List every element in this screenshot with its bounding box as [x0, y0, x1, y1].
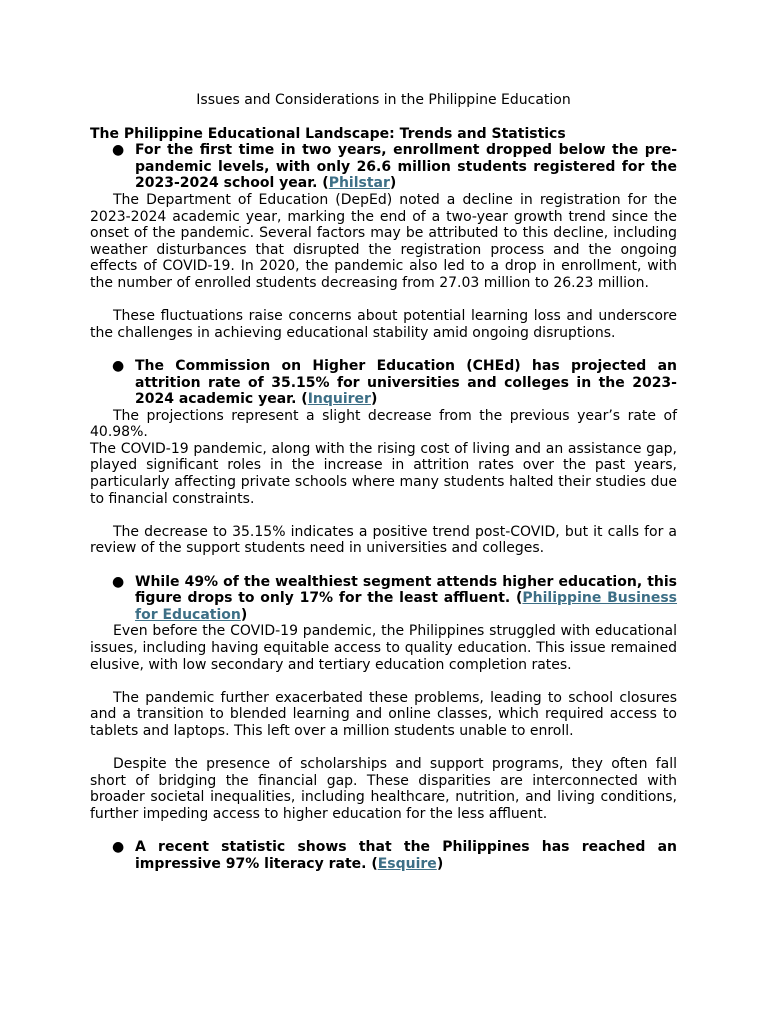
- body-paragraph: The pandemic further exacerbated these problems, leading to school closures and a transition to blended learning and online classes, which required access to tablets and laptops. This left over a million students unable to enroll.: [90, 689, 677, 739]
- body-paragraph: The Department of Education (DepEd) noted a decline in registration for the 2023-2024 academic year, marking the end of a two-year growth trend since the onset of the pandemic. Several factors may be attributed to this decline, including weather disturbances that disrupted the registration process and the ongoing effects of COVID-19. In 2020, the pandemic also led to a drop in enrollment, with the number of enrolled students decreasing from 27.03 million to 26.23 million.: [90, 191, 677, 291]
- body-paragraph: The decrease to 35.15% indicates a positive trend post-COVID, but it calls for a review of the support students need in universities and colleges.: [90, 523, 677, 557]
- bullet-text: While 49% of the wealthiest segment attends higher education, this figure drops to only 17% for the least affluent. (: [135, 573, 677, 607]
- source-link-pbed[interactable]: Philippine Business for Education: [135, 590, 678, 623]
- spacer: [90, 292, 677, 309]
- document-body: [90, 92, 677, 872]
- spacer: [90, 507, 677, 524]
- bullet-close: ): [436, 855, 444, 872]
- bullet-dot-icon: ●: [112, 142, 125, 159]
- bullet-close: ): [240, 606, 248, 623]
- source-link-philstar[interactable]: Philstar: [328, 175, 390, 192]
- source-link-esquire[interactable]: Esquire: [377, 855, 437, 872]
- body-paragraph: These fluctuations raise concerns about potential learning loss and underscore the challenges in achieving educational stability amid ongoing disruptions.: [90, 308, 677, 341]
- spacer: [90, 341, 677, 358]
- spacer: [90, 823, 677, 840]
- bullet-text: For the first time in two years, enrollment dropped below the pre-pandemic levels, with only 26.6 million students registered for the 2023-2024 school year. (: [135, 142, 677, 192]
- body-paragraph: The projections represent a slight decrease from the previous year’s rate of 40.98%.: [90, 407, 677, 441]
- bullet-item-affluence-gap: [90, 574, 677, 624]
- bullet-dot-icon: ●: [112, 573, 125, 590]
- body-paragraph: The COVID-19 pandemic, along with the rising cost of living and an assistance gap, played significant roles in the increase in attrition rates over the past years, particularly affecting private schools where many students halted their studies due to financial constraints.: [90, 440, 677, 507]
- bullet-close: ): [389, 175, 397, 192]
- bullet-close: ): [370, 391, 378, 408]
- bullet-text: A recent statistic shows that the Philippines has reached an impressive 97% literacy rate. (: [135, 839, 677, 872]
- bullet-item-attrition: [90, 358, 677, 408]
- source-link-inquirer[interactable]: Inquirer: [307, 391, 371, 408]
- bullet-dot-icon: ●: [112, 357, 125, 374]
- bullet-text: The Commission on Higher Education (CHEd) has projected an attrition rate of 35.15% for universities and colleges in the 2023-2024 academic year. (: [135, 357, 677, 408]
- section-heading: The Philippine Educational Landscape: Trends and Statistics: [90, 125, 566, 142]
- bullet-item-literacy: [90, 839, 677, 872]
- body-paragraph: Despite the presence of scholarships and support programs, they often fall short of bridging the financial gap. These disparities are interconnected with broader societal inequalities, including healthcare, nutrition, and living conditions, further impeding access to higher education for the less affluent.: [90, 756, 677, 822]
- spacer: [90, 740, 677, 757]
- spacer: [90, 673, 677, 690]
- document-title: Issues and Considerations in the Philippine Education: [196, 92, 571, 108]
- bullet-item-enrollment: [90, 142, 677, 192]
- body-paragraph: Even before the COVID-19 pandemic, the Philippines struggled with educational issues, including having equitable access to quality education. This issue remained elusive, with low secondary and tertiary education completion rates.: [90, 623, 677, 673]
- bullet-dot-icon: ●: [112, 839, 125, 856]
- spacer: [90, 557, 677, 574]
